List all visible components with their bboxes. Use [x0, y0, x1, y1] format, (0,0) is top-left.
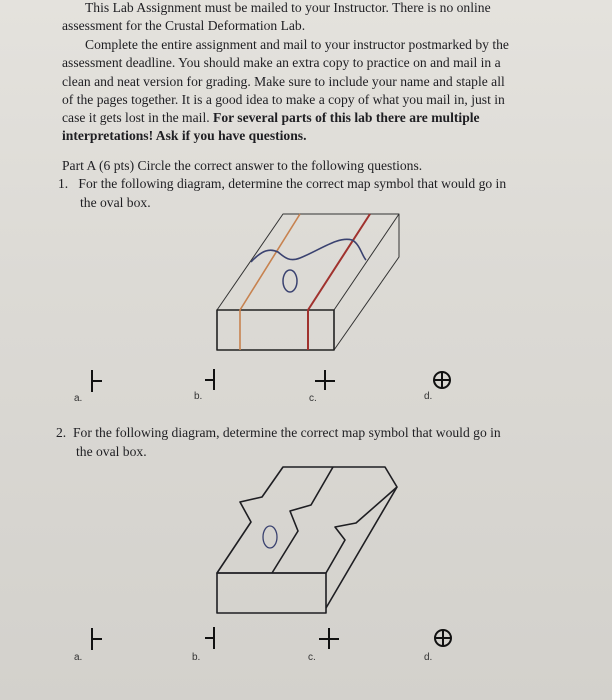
q2-option-d[interactable]: d. — [424, 652, 433, 663]
q1-option-a[interactable]: a. — [74, 393, 83, 404]
intro-line: assessment deadline. You should make an extra copy to practice on and mail in a — [62, 55, 501, 70]
question-text: For the following diagram, determine the correct map symbol that would go in — [78, 176, 507, 191]
intro-line: Complete the entire assignment and mail to your instructor postmarked by the — [85, 37, 509, 52]
q1-option-b[interactable]: b. — [194, 391, 203, 402]
blue-wave-line — [251, 239, 366, 262]
cross-icon — [315, 370, 335, 390]
intro-line: This Lab Assignment must be mailed to your Instructor. There is no online — [85, 0, 491, 15]
circled-cross-icon — [435, 630, 451, 646]
question-number: 1. — [58, 176, 69, 191]
q2-option-a[interactable]: a. — [74, 652, 83, 663]
strike-dip-right-icon — [92, 370, 102, 392]
strike-dip-left-icon — [205, 369, 214, 390]
intro-text: case it gets lost in the mail. — [62, 110, 214, 125]
intro-bold-note: interpretations! Ask if you have questions. — [62, 128, 307, 143]
intro-bold-note: For several parts of this lab there are multiple — [213, 110, 480, 125]
block-diagram-2 — [217, 467, 397, 613]
cross-icon — [319, 628, 339, 649]
question-text: the oval box. — [80, 195, 151, 210]
q2-option-b[interactable]: b. — [192, 652, 201, 663]
block-diagram-1 — [217, 214, 399, 350]
intro-line: clean and neat version for grading. Make sure to include your name and staple all — [62, 74, 505, 89]
oval-box — [263, 526, 277, 548]
circled-cross-icon — [434, 372, 450, 388]
oval-box — [283, 270, 297, 292]
orange-contact-line — [240, 214, 300, 350]
strike-dip-left-icon — [205, 627, 214, 649]
q1-option-c[interactable]: c. — [309, 393, 317, 404]
q2-option-c[interactable]: c. — [308, 652, 316, 663]
question-text: For the following diagram, determine the correct map symbol that would go in — [73, 425, 501, 440]
intro-line: of the pages together. It is a good idea to make a copy of what you mail in, just in — [62, 92, 505, 107]
part-a-instruction: Circle the correct answer to the following questions. — [134, 158, 423, 173]
strike-dip-right-icon — [92, 628, 102, 650]
question-text: the oval box. — [76, 444, 147, 459]
intro-line: assessment for the Crustal Deformation Lab. — [62, 18, 306, 33]
q1-option-d[interactable]: d. — [424, 391, 433, 402]
question-number: 2. — [56, 425, 67, 440]
part-a-title: Part A (6 pts) — [62, 158, 135, 173]
red-contact-line — [308, 214, 370, 350]
